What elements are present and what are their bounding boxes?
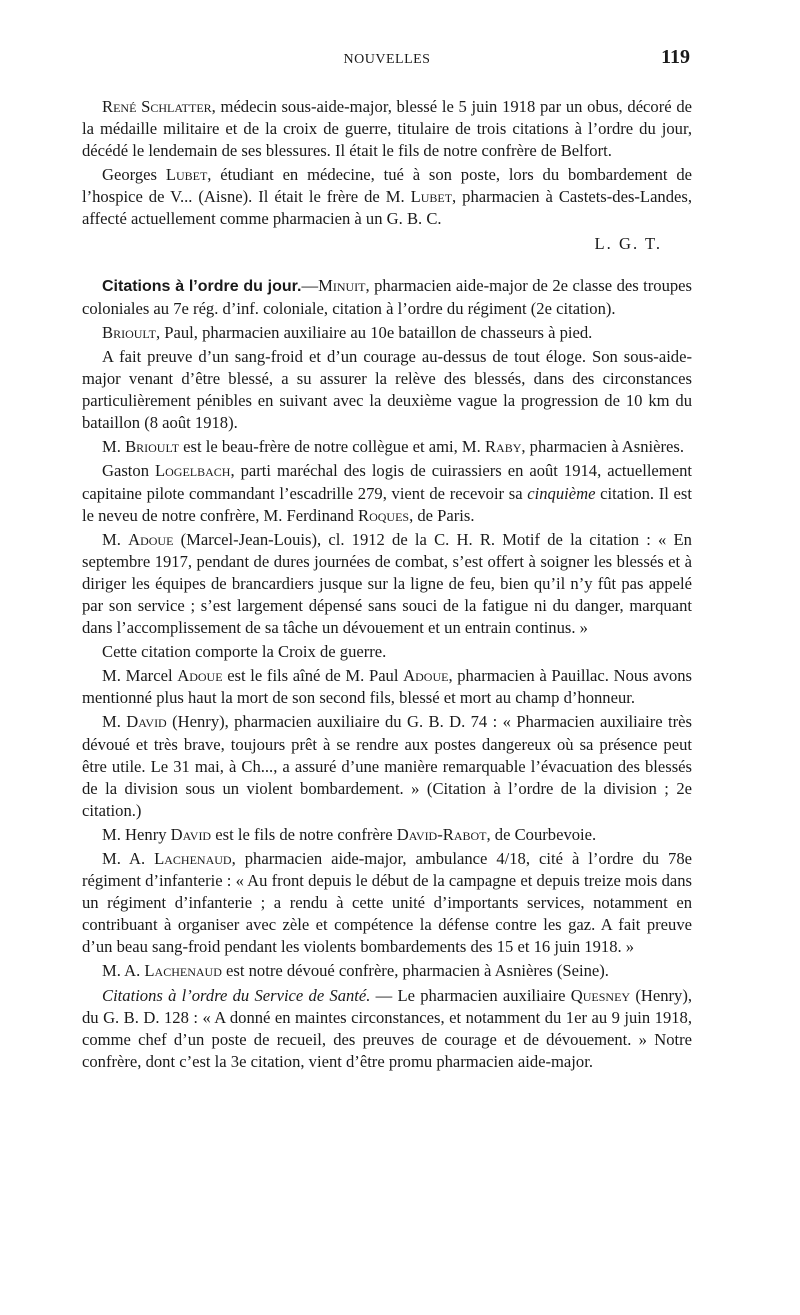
- prefix: M. Henry: [102, 824, 171, 844]
- person-name: Logelbach: [154, 461, 231, 481]
- paragraph-text: , pharmacien à Asnières.: [521, 437, 685, 457]
- paragraph-text: citation. Il est le neveu de notre confrère, M. Ferdinand: [82, 483, 692, 525]
- paragraph-logelbach: [82, 460, 692, 526]
- paragraph-lachenaud-family: [82, 960, 692, 982]
- person-name: Raby: [484, 437, 522, 457]
- paragraph-minuit: [82, 275, 692, 320]
- paragraph-text: , pharmacien à Castets-des-Landes, affecté actuellement comme pharmacien à un G. B. C.: [82, 187, 692, 229]
- prefix: M. A.: [102, 961, 145, 981]
- person-name: Brioult: [102, 322, 156, 342]
- paragraph-quesney: [82, 985, 692, 1073]
- paragraph-lubet: [82, 164, 692, 230]
- person-name: Minuit: [318, 275, 366, 295]
- paragraph-text: , Paul, pharmacien auxiliaire au 10e bataillon de chasseurs à pied.: [155, 322, 593, 342]
- paragraph-text: est le fils de notre confrère: [211, 824, 397, 844]
- page-number: 119: [661, 46, 690, 68]
- person-name: Adoue: [128, 529, 174, 549]
- paragraph-text: (Henry), pharmacien auxiliaire du G. B. D. 74 : « Pharmacien auxiliaire très dévoué et très brave, toujours prêt à se rendre aux postes dangereux où sa présence peut être utile. Le 31 mai, à Ch..., a assuré d’une manière remarquable l’évacuation des blessés de la division sous un violent bombardement. » (Citation à l’ordre de la division ; 2e citation.): [82, 712, 692, 820]
- paragraph-text: , médecin sous-aide-major, blessé le 5 juin 1918 par un obus, décoré de la médaille militaire et de la croix de guerre, titulaire de trois citations à l’ordre du jour, décédé le lendemain de ses blessures. Il était le fils de notre confrère de Belfort.: [82, 97, 692, 161]
- person-name: Roques: [358, 505, 410, 525]
- person-name: Lubet: [410, 187, 453, 207]
- paragraph-adoue: [82, 529, 692, 639]
- person-name: Lachenaud: [154, 849, 232, 868]
- paragraph-text: est le beau-frère de notre collègue et ami, M.: [179, 437, 485, 457]
- paragraph-text: , de Paris.: [409, 505, 475, 525]
- paragraph-text: , pharmacien à Pauillac. Nous avons mentionné plus haut la mort de son second fils, blessé et mort au champ d’honneur.: [82, 666, 693, 708]
- paragraph-text: , pharmacien aide-major de 2e classe des troupes coloniales au 7e rég. d’inf. coloniale, citation à l’ordre du régiment (2e citation).: [82, 275, 692, 318]
- person-name: Adoue: [403, 666, 449, 686]
- paragraph-brioult: [82, 322, 692, 344]
- paragraph-brioult-citation: A fait preuve d’un sang-froid et d’un courage au-dessus de tout éloge. Son sous-aide-major venant d’être blessé, a su assurer la relève des blessés, dans des circonstances particulièrement pénibles en suivant avec la deuxième vague la progression de 10 km du bataillon (8 août 1918).: [82, 346, 692, 433]
- paragraph-text: , parti maréchal des logis de cuirassiers en août 1914, actuellement capitaine pilote commandant l’escadrille 279, vient de recevoir sa: [82, 461, 692, 503]
- paragraph-text: (Marcel-Jean-Louis), cl. 1912 de la C. H. R. Motif de la citation : « En septembre 1917, pendant de dures journées de combat, s’est offert à soigner les blessés et à diriger les équipes de brancardiers jusque sur la ligne de feu, bien qu’il n’y fût pas appelé par son service ; s’est largement dépensé sans souci de la fatigue ni du danger, marquant dans l’accomplissement de sa tâche un dévouement et un entrain continus. »: [82, 529, 692, 638]
- signature: L. G. T.: [594, 233, 662, 253]
- paragraph-text: (Henry), du G. B. D. 128 : « A donné en maintes circonstances, et notamment du 1er au 9 juin 1918, comme chef d’un poste de recueil, des preuves de courage et de dévouement. » Notre confrère, dont c’est la 3e citation, vient d’être promu pharmacien aide-major.: [82, 985, 692, 1071]
- person-name: Adoue: [177, 666, 223, 686]
- person-name: René Schlatter: [102, 97, 212, 116]
- paragraph-text: , pharmacien aide-major, ambulance 4/18, cité à l’ordre du 78e régiment d’infanterie : « Au front depuis le début de la campagne et depuis treize mois dans un régiment d’infanterie ; a rendu à cette unité d’importants services, notamment en contribuant à organiser avec zèle et compétence la défense contre les gaz. A fait preuve d’un beau sang-froid pendant les violents bombardements des 15 et 16 juin 1918. »: [82, 849, 693, 957]
- paragraph-text: est le fils aîné de M. Paul: [222, 666, 404, 686]
- person-name: David: [170, 824, 212, 844]
- person-name: Lachenaud: [144, 961, 222, 981]
- prefix: M.: [102, 712, 127, 732]
- dash: —: [301, 275, 319, 295]
- paragraph-lachenaud: [82, 848, 692, 958]
- prefix: M. A.: [102, 849, 155, 868]
- paragraph-schlatter: [82, 96, 692, 162]
- paragraph-david-family: [82, 824, 692, 846]
- paragraph-text: , étudiant en médecine, tué à son poste, lors du bombardement de l’hospice de V... (Aisne). Il était le frère de M.: [82, 165, 693, 207]
- paragraph-brioult-family: [82, 436, 692, 458]
- page-body: [82, 96, 692, 1075]
- paragraph-david: [82, 711, 692, 821]
- paragraph-croix: Cette citation comporte la Croix de guerre.: [102, 642, 387, 662]
- section-heading: Citations à l’ordre du jour.: [102, 277, 302, 295]
- section-gap: [82, 257, 692, 275]
- person-name: Quesney: [570, 985, 631, 1005]
- paragraph-adoue-family: [82, 665, 692, 709]
- prefix: M. Marcel: [102, 666, 178, 686]
- person-name: David-Rabot: [396, 824, 487, 844]
- person-name: David: [126, 712, 167, 732]
- emphasis: Citations à l’ordre du Service de Santé.: [102, 985, 371, 1005]
- emphasis: cinquième: [527, 483, 596, 503]
- prefix: M.: [102, 529, 129, 549]
- running-title: NOUVELLES: [343, 52, 431, 67]
- person-name: Brioult: [125, 437, 180, 457]
- first-name: Georges: [102, 165, 166, 185]
- person-name: Lubet: [165, 165, 208, 185]
- paragraph-text: est notre dévoué confrère, pharmacien à Asnières (Seine).: [221, 961, 609, 981]
- first-name: Gaston: [102, 461, 155, 481]
- page-header: [82, 46, 692, 76]
- paragraph-text: — Le pharmacien auxiliaire: [370, 985, 571, 1005]
- paragraph-text: , de Courbevoie.: [486, 824, 597, 844]
- prefix: M.: [102, 437, 126, 457]
